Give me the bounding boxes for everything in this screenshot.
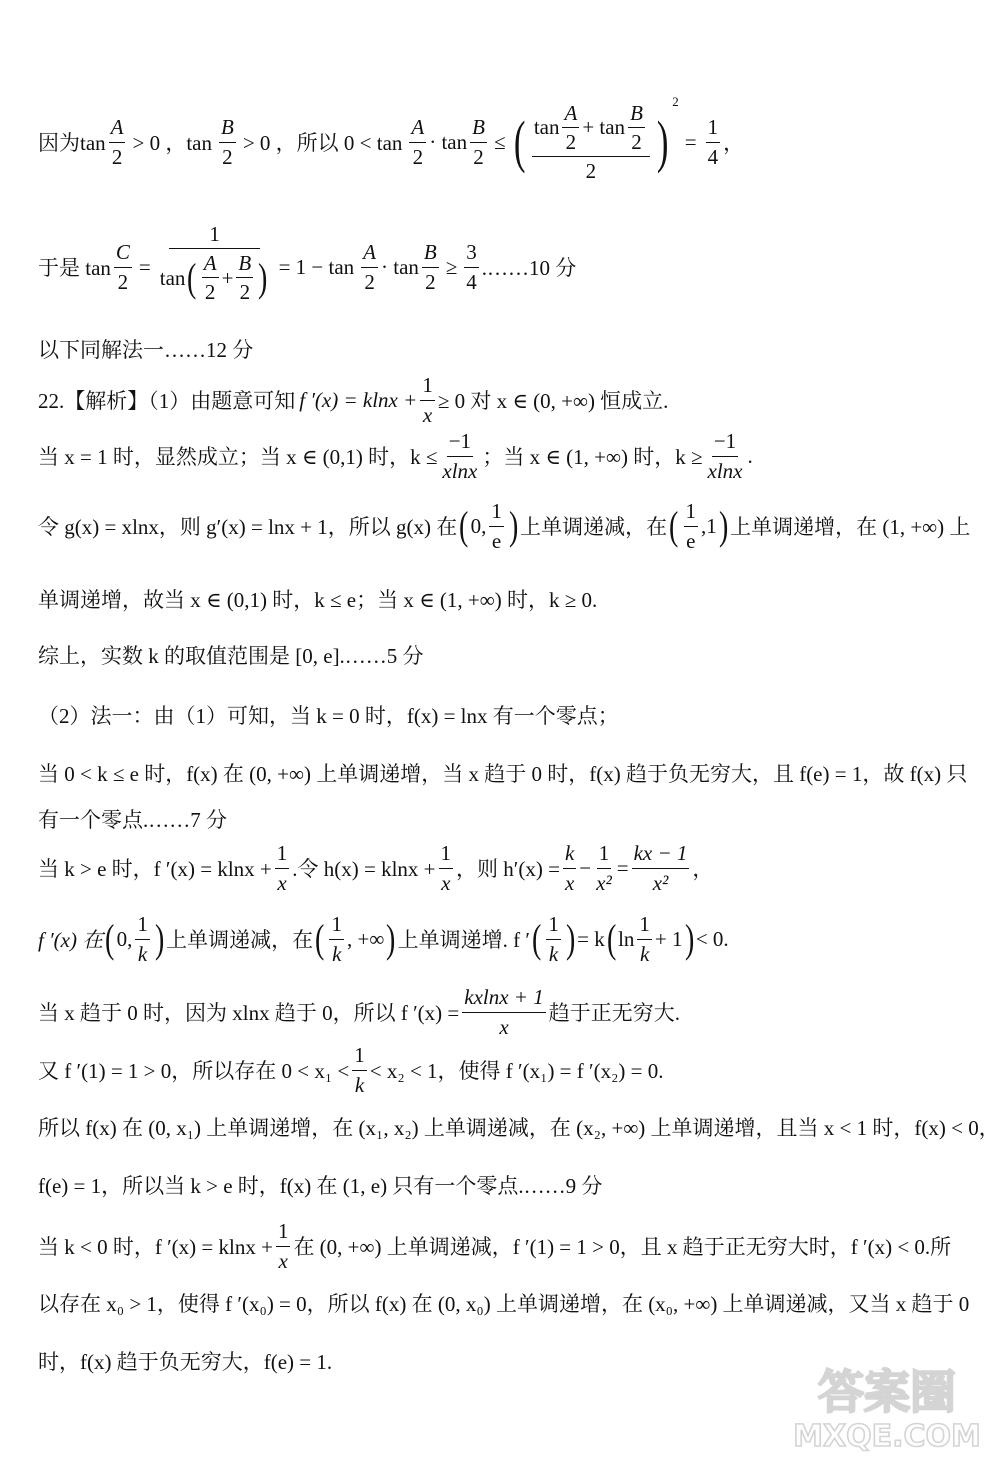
text: 以存在 x₀ > 1，使得 f ′(x₀) = 0，所以 f(x) 在 (0, x₀) 上单调递增，在 (x₀, +∞) 上单调递减，又当 x 趋于 0	[38, 1292, 970, 1316]
text: f ′(x) = klnx +	[299, 387, 418, 412]
text: + 1	[654, 926, 683, 951]
text: ，则 h′(x) =	[456, 857, 560, 881]
line-5	[38, 428, 970, 484]
line-1	[38, 92, 970, 192]
text: 综上，实数 k 的取值范围是 [0, e].……5 分	[38, 644, 424, 668]
text: 时，f(x) 趋于负无穷大，f(e) = 1.	[38, 1350, 333, 1374]
text: = k	[577, 926, 605, 951]
text: =	[616, 855, 629, 880]
fraction: $\frac{B}{2}$	[472, 115, 485, 169]
text: 因为tan	[38, 131, 106, 155]
fraction: $\frac{kxlnx + 1}{x}$	[464, 985, 544, 1039]
left-paren: (	[669, 503, 679, 548]
text: 有一个零点.……7 分	[38, 808, 227, 832]
fraction: $\frac{1}{e}$	[685, 499, 696, 553]
text: = 1 − tan	[278, 254, 355, 279]
text: 以下同解法一……12 分	[38, 338, 254, 362]
line-8	[38, 640, 970, 670]
fraction: $\frac{1}{4}$	[707, 115, 719, 169]
text: 当 k > e 时，f ′(x) = klnx +	[38, 857, 272, 881]
text: 所以 f(x) 在 (0, x₁) 上单调递增，在 (x₁, x₂) 上单调递减，在 (x₂, +∞) 上单调递增，且当 x < 1 时，f(x) < 0，	[38, 1116, 1000, 1140]
fraction: $\frac{B}{2}$	[220, 115, 234, 169]
line-12	[38, 838, 970, 898]
text: 趋于正无穷大.	[548, 1001, 680, 1025]
line-11	[38, 804, 970, 834]
fraction: $\frac{1}{k}$	[331, 912, 342, 966]
line-19	[38, 1288, 970, 1318]
text: 单调递增，故当 x ∈ (0,1) 时，k ≤ e；当 x ∈ (1, +∞) 时，k ≥ 0.	[38, 588, 598, 612]
text: 0,	[116, 926, 133, 951]
fraction: $\frac{B}{2}$	[423, 240, 437, 294]
text: （2）法一：由（1）可知，当 k = 0 时，f(x) = lnx 有一个零点；	[38, 704, 619, 728]
line-15	[38, 1042, 970, 1098]
text: > 0 ，tan	[132, 131, 212, 155]
fraction: $\frac{1}{k}$	[137, 912, 148, 966]
right-paren: )	[565, 916, 576, 961]
line-9	[38, 700, 970, 730]
line-6	[38, 496, 970, 556]
text: ,1	[701, 513, 717, 538]
text: ，	[723, 131, 745, 155]
text: =	[684, 129, 697, 154]
text: < x₂ < 1，使得 f ′(x₁) = f ′(x₂) = 0.	[369, 1059, 664, 1083]
left-paren: (	[315, 916, 325, 961]
fraction: $\frac{1}{k}$	[354, 1043, 365, 1097]
fraction: $\frac{A}{2}$	[110, 115, 124, 169]
text: > 0 ，所以 0 < tan	[242, 131, 403, 155]
fraction: $\frac{3}{4}$	[466, 240, 477, 294]
text: · tan	[429, 129, 468, 154]
right-paren: )	[154, 916, 165, 961]
left-paren: (	[513, 109, 525, 174]
fraction: $\frac{1}{k}$	[548, 912, 559, 966]
text: ≥	[445, 254, 458, 279]
line-4	[38, 372, 970, 428]
fraction: $\frac{1}{e}$	[491, 499, 502, 553]
line-18	[38, 1218, 970, 1274]
fraction: $\frac{1}{x}$	[276, 841, 288, 895]
fraction: tan $\frac{A}{2}$ + tan $\frac{B}{2}$ 2	[532, 101, 650, 183]
left-paren: (	[105, 916, 115, 961]
text: 0,	[470, 513, 487, 538]
text: 令 g(x) = xlnx，则 g′(x) = lnx + 1，所以 g(x) 在	[38, 515, 458, 539]
text: 当 0 < k ≤ e 时，f(x) 在 (0, +∞) 上单调递增，当 x 趋于 0 时，f(x) 趋于负无穷大，且 f(e) = 1，故 f(x) 只	[38, 762, 968, 786]
line-10	[38, 758, 970, 788]
line-14	[38, 984, 970, 1040]
text: f ′(x) 在	[38, 928, 104, 952]
text: f(e) = 1，所以当 k > e 时，f(x) 在 (1, e) 只有一个零点.……9 分	[38, 1174, 603, 1198]
fraction: $\frac{kx - 1}{\text{x²}}$	[633, 841, 688, 895]
text: 当 x 趋于 0 时，因为 xlnx 趋于 0，所以 f ′(x) =	[38, 1001, 460, 1025]
text: ，	[692, 857, 714, 881]
text: 上单调递增，在 (1, +∞) 上	[730, 515, 971, 539]
fraction: $\frac{C}{2}$	[115, 240, 130, 294]
fraction: 1 tan ( $\frac{A}{2}$ + $\frac{B}{2}$ )	[159, 222, 268, 305]
line-13	[38, 908, 970, 970]
text: ；当 x ∈ (1, +∞) 时，k ≥	[482, 445, 703, 469]
text: −	[579, 855, 592, 880]
watermark-text-bottom: MXQE.COM	[793, 1419, 981, 1452]
text: ≤	[493, 129, 506, 154]
watermark-text-top: 答案圈	[818, 1365, 956, 1419]
text: .	[747, 443, 753, 468]
line-2	[38, 222, 970, 312]
fraction: $\frac{-1}{xlnx}$	[442, 429, 478, 483]
text: 于是 tan	[38, 256, 111, 280]
line-16	[38, 1112, 1000, 1142]
text: 又 f ′(1) = 1 > 0，所以存在 0 < x₁ <	[38, 1059, 350, 1083]
text: 上单调递减，在	[520, 515, 668, 539]
right-paren: )	[386, 916, 396, 961]
fraction: $\frac{1}{\text{x²}}$	[596, 841, 612, 895]
fraction: $\frac{A}{2}$	[411, 115, 425, 169]
line-3	[38, 334, 970, 364]
fraction: $\frac{1}{x}$	[440, 841, 452, 895]
text: 当 x = 1 时，显然成立；当 x ∈ (0,1) 时，k ≤	[38, 445, 438, 469]
text: =	[138, 254, 151, 279]
left-paren: (	[606, 916, 617, 961]
text: ≥ 0 对 x ∈ (0, +∞) 恒成立.	[437, 389, 669, 413]
fraction: $\frac{1}{k}$	[639, 912, 650, 966]
text: ln	[618, 926, 635, 951]
right-paren: )	[718, 503, 729, 548]
text: 22.【解析】（1）由题意可知	[38, 389, 296, 413]
text: 当 k < 0 时，f ′(x) = klnx +	[38, 1235, 273, 1259]
text: 上单调递减，在	[166, 928, 314, 952]
right-paren: )	[656, 109, 669, 174]
text: .令 h(x) = klnx +	[292, 857, 436, 881]
exponent: 2	[672, 94, 679, 109]
fraction: $\frac{-1}{xlnx}$	[707, 429, 743, 483]
text: 在 (0, +∞) 上单调递减，f ′(1) = 1 > 0，且 x 趋于正无穷大时，f ′(x) < 0.所	[293, 1235, 952, 1259]
text: 上单调递增. f ′	[397, 928, 530, 952]
fraction: $\frac{1}{x}$	[422, 373, 433, 427]
right-paren: )	[684, 916, 694, 961]
text: < 0.	[695, 926, 729, 951]
line-7	[38, 584, 970, 614]
fraction: $\frac{k}{x}$	[564, 841, 575, 895]
line-17	[38, 1170, 970, 1200]
right-paren: )	[508, 503, 519, 548]
watermark-logo	[792, 1356, 982, 1452]
text: · tan	[381, 254, 419, 279]
text: , +∞	[346, 926, 385, 951]
text: .……10 分	[481, 256, 577, 280]
fraction: $\frac{1}{x}$	[277, 1219, 289, 1273]
left-paren: (	[459, 503, 469, 548]
left-paren: (	[531, 916, 542, 961]
fraction: $\frac{A}{2}$	[363, 240, 376, 294]
